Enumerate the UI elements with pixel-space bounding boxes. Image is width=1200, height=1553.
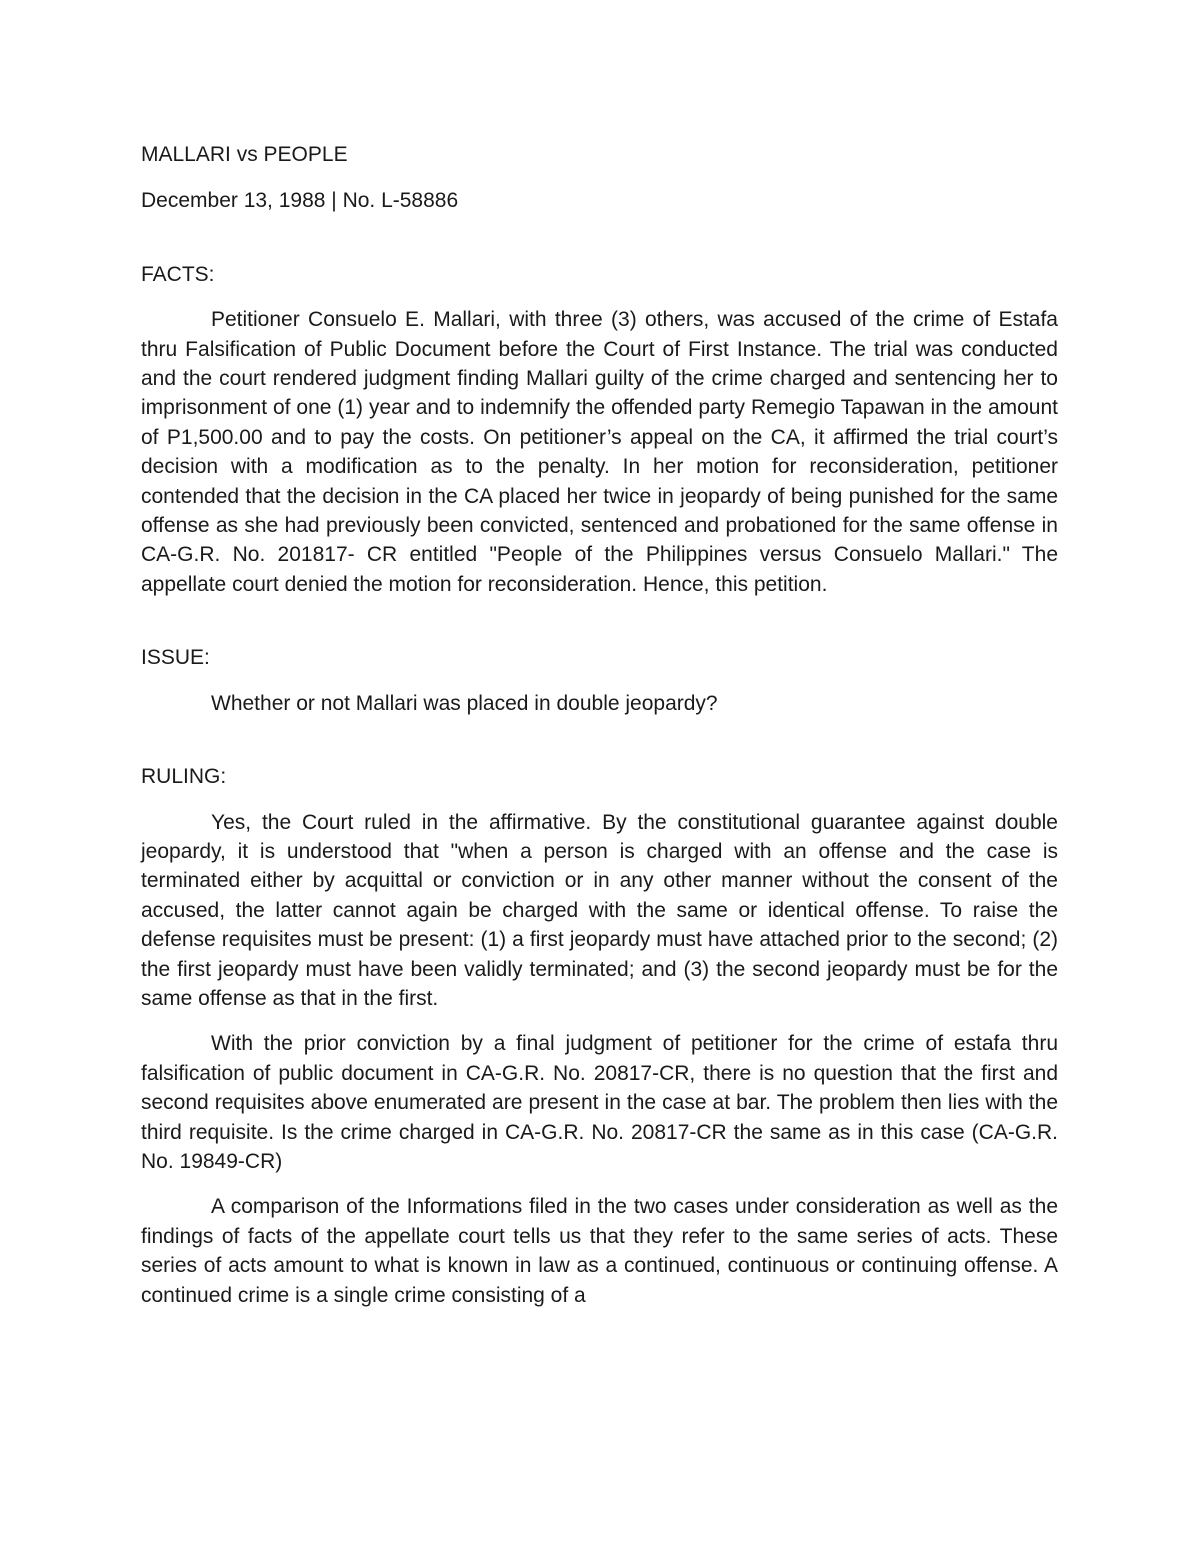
ruling-section (141, 762, 1058, 1310)
facts-heading: FACTS: (141, 262, 215, 286)
ruling-paragraph: Yes, the Court ruled in the affirmative. By the constitutional guarantee against double jeopardy, it is understood that "when a person is charged with an offense and the case is terminated either by acquittal or conviction or in any other manner without the consent of the accused, the latter cannot again be charged with the same or identical offense. To raise the defense requisites must be present: (1) a first jeopardy must have attached prior to the second; (2) the first jeopardy must have been validly terminated; and (3) the second jeopardy must be for the same offense as that in the first. (141, 810, 1058, 1010)
ruling-heading: RULING: (141, 765, 227, 789)
ruling-paragraph: With the prior conviction by a final judgment of petitioner for the crime of estafa thru falsification of public document in CA-G.R. No. 20817-CR, there is no question that the first and second requisites above enumerated are present in the case at bar. The problem then lies with the third requisite. Is the crime charged in CA-G.R. No. 20817-CR the same as in this case (CA-G.R. No. 19849-CR) (141, 1032, 1058, 1173)
ruling-paragraph: A comparison of the Informations filed in the two cases under consideration as well as the findings of facts of the appellate court tells us that they refer to the same series of acts. These series of acts amount to what is known in law as a continued, continuous or continuing offense. A continued crime is a single crime consisting of a (141, 1195, 1058, 1307)
case-title: MALLARI vs PEOPLE (141, 143, 348, 166)
document-body (141, 140, 1058, 1310)
issue-paragraph: Whether or not Mallari was placed in double jeopardy? (211, 691, 718, 715)
case-date-and-number: December 13, 1988 | No. L-58886 (141, 189, 459, 213)
facts-paragraph: Petitioner Consuelo E. Mallari, with three (3) others, was accused of the crime of Estafa thru Falsification of Public Document before the Court of First Instance. The trial was conducted and the court rendered judgment finding Mallari guilty of the crime charged and sentencing her to imprisonment of one (1) year and to indemnify the offended party Remegio Tapawan in the amount of P1,500.00 and to pay the costs. On petitioner’s appeal on the CA, it affirmed the trial court’s decision with a modification as to the penalty. In her motion for reconsideration, petitioner contended that the decision in the CA placed her twice in jeopardy of being punished for the same offense as she had previously been convicted, sentenced and probationed for the same offense in CA-G.R. No. 201817- CR entitled "People of the Philippines versus Consuelo Mallari." The appellate court denied the motion for reconsideration. Hence, this petition. (141, 308, 1058, 596)
facts-section (141, 260, 1058, 599)
issue-heading: ISSUE: (141, 646, 210, 670)
issue-section (141, 643, 1058, 718)
